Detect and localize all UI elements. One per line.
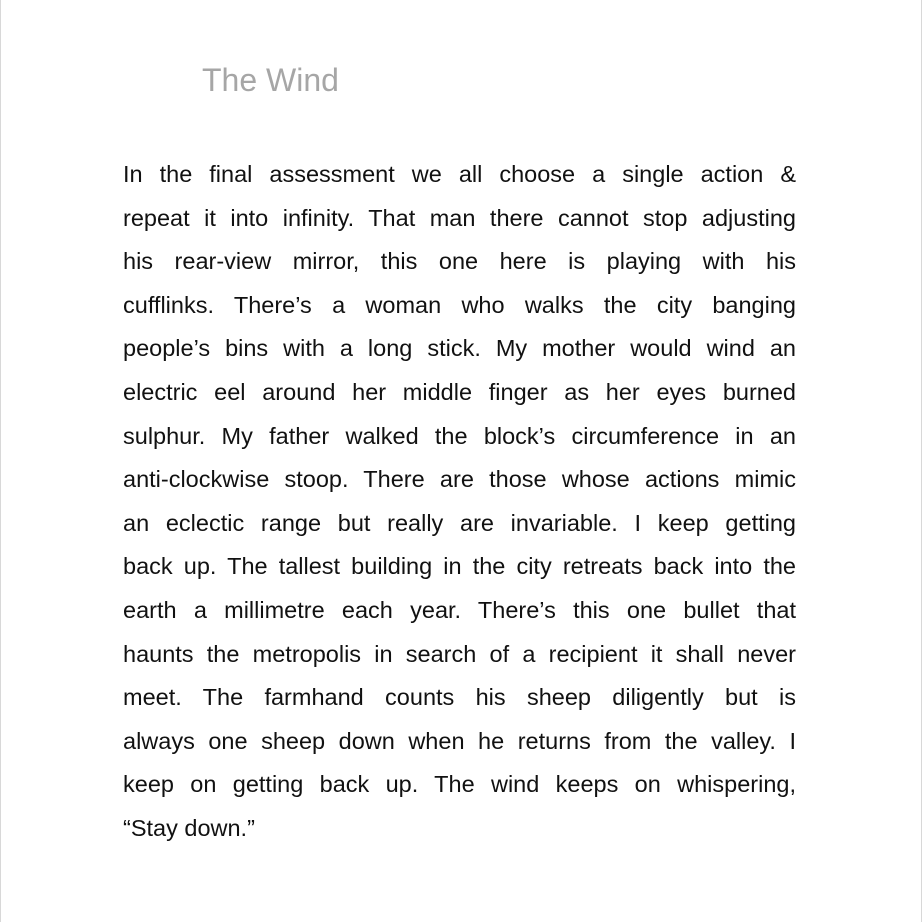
text-line: sulphur. My father walked the block’s circumference in an	[123, 422, 796, 449]
text-line: his rear-view mirror, this one here is playing with his	[123, 248, 796, 275]
text-line: earth a millimetre each year. There’s this one bullet that	[123, 596, 796, 623]
text-line: meet. The farmhand counts his sheep diligently but is	[123, 684, 796, 711]
text-line: keep on getting back up. The wind keeps on whispering,	[123, 771, 796, 798]
text-line: back up. The tallest building in the city retreats back into the	[123, 553, 796, 580]
text-line: an eclectic range but really are invariable. I keep getting	[123, 509, 796, 536]
text-line: repeat it into infinity. That man there cannot stop adjusting	[123, 204, 796, 231]
text-line: “Stay down.”	[123, 814, 255, 841]
text-line: electric eel around her middle finger as her eyes burned	[123, 378, 796, 405]
text-line: anti-clockwise stoop. There are those whose actions mimic	[123, 466, 796, 493]
text-line: always one sheep down when he returns from the valley. I	[123, 727, 796, 754]
text-line: cufflinks. There’s a woman who walks the city banging	[123, 291, 796, 318]
text-line: In the final assessment we all choose a single action &	[123, 161, 796, 187]
poem-body	[123, 153, 796, 851]
text-line: haunts the metropolis in search of a recipient it shall never	[123, 640, 796, 667]
text-line: people’s bins with a long stick. My mother would wind an	[123, 335, 796, 362]
page-title: The Wind	[202, 62, 339, 98]
